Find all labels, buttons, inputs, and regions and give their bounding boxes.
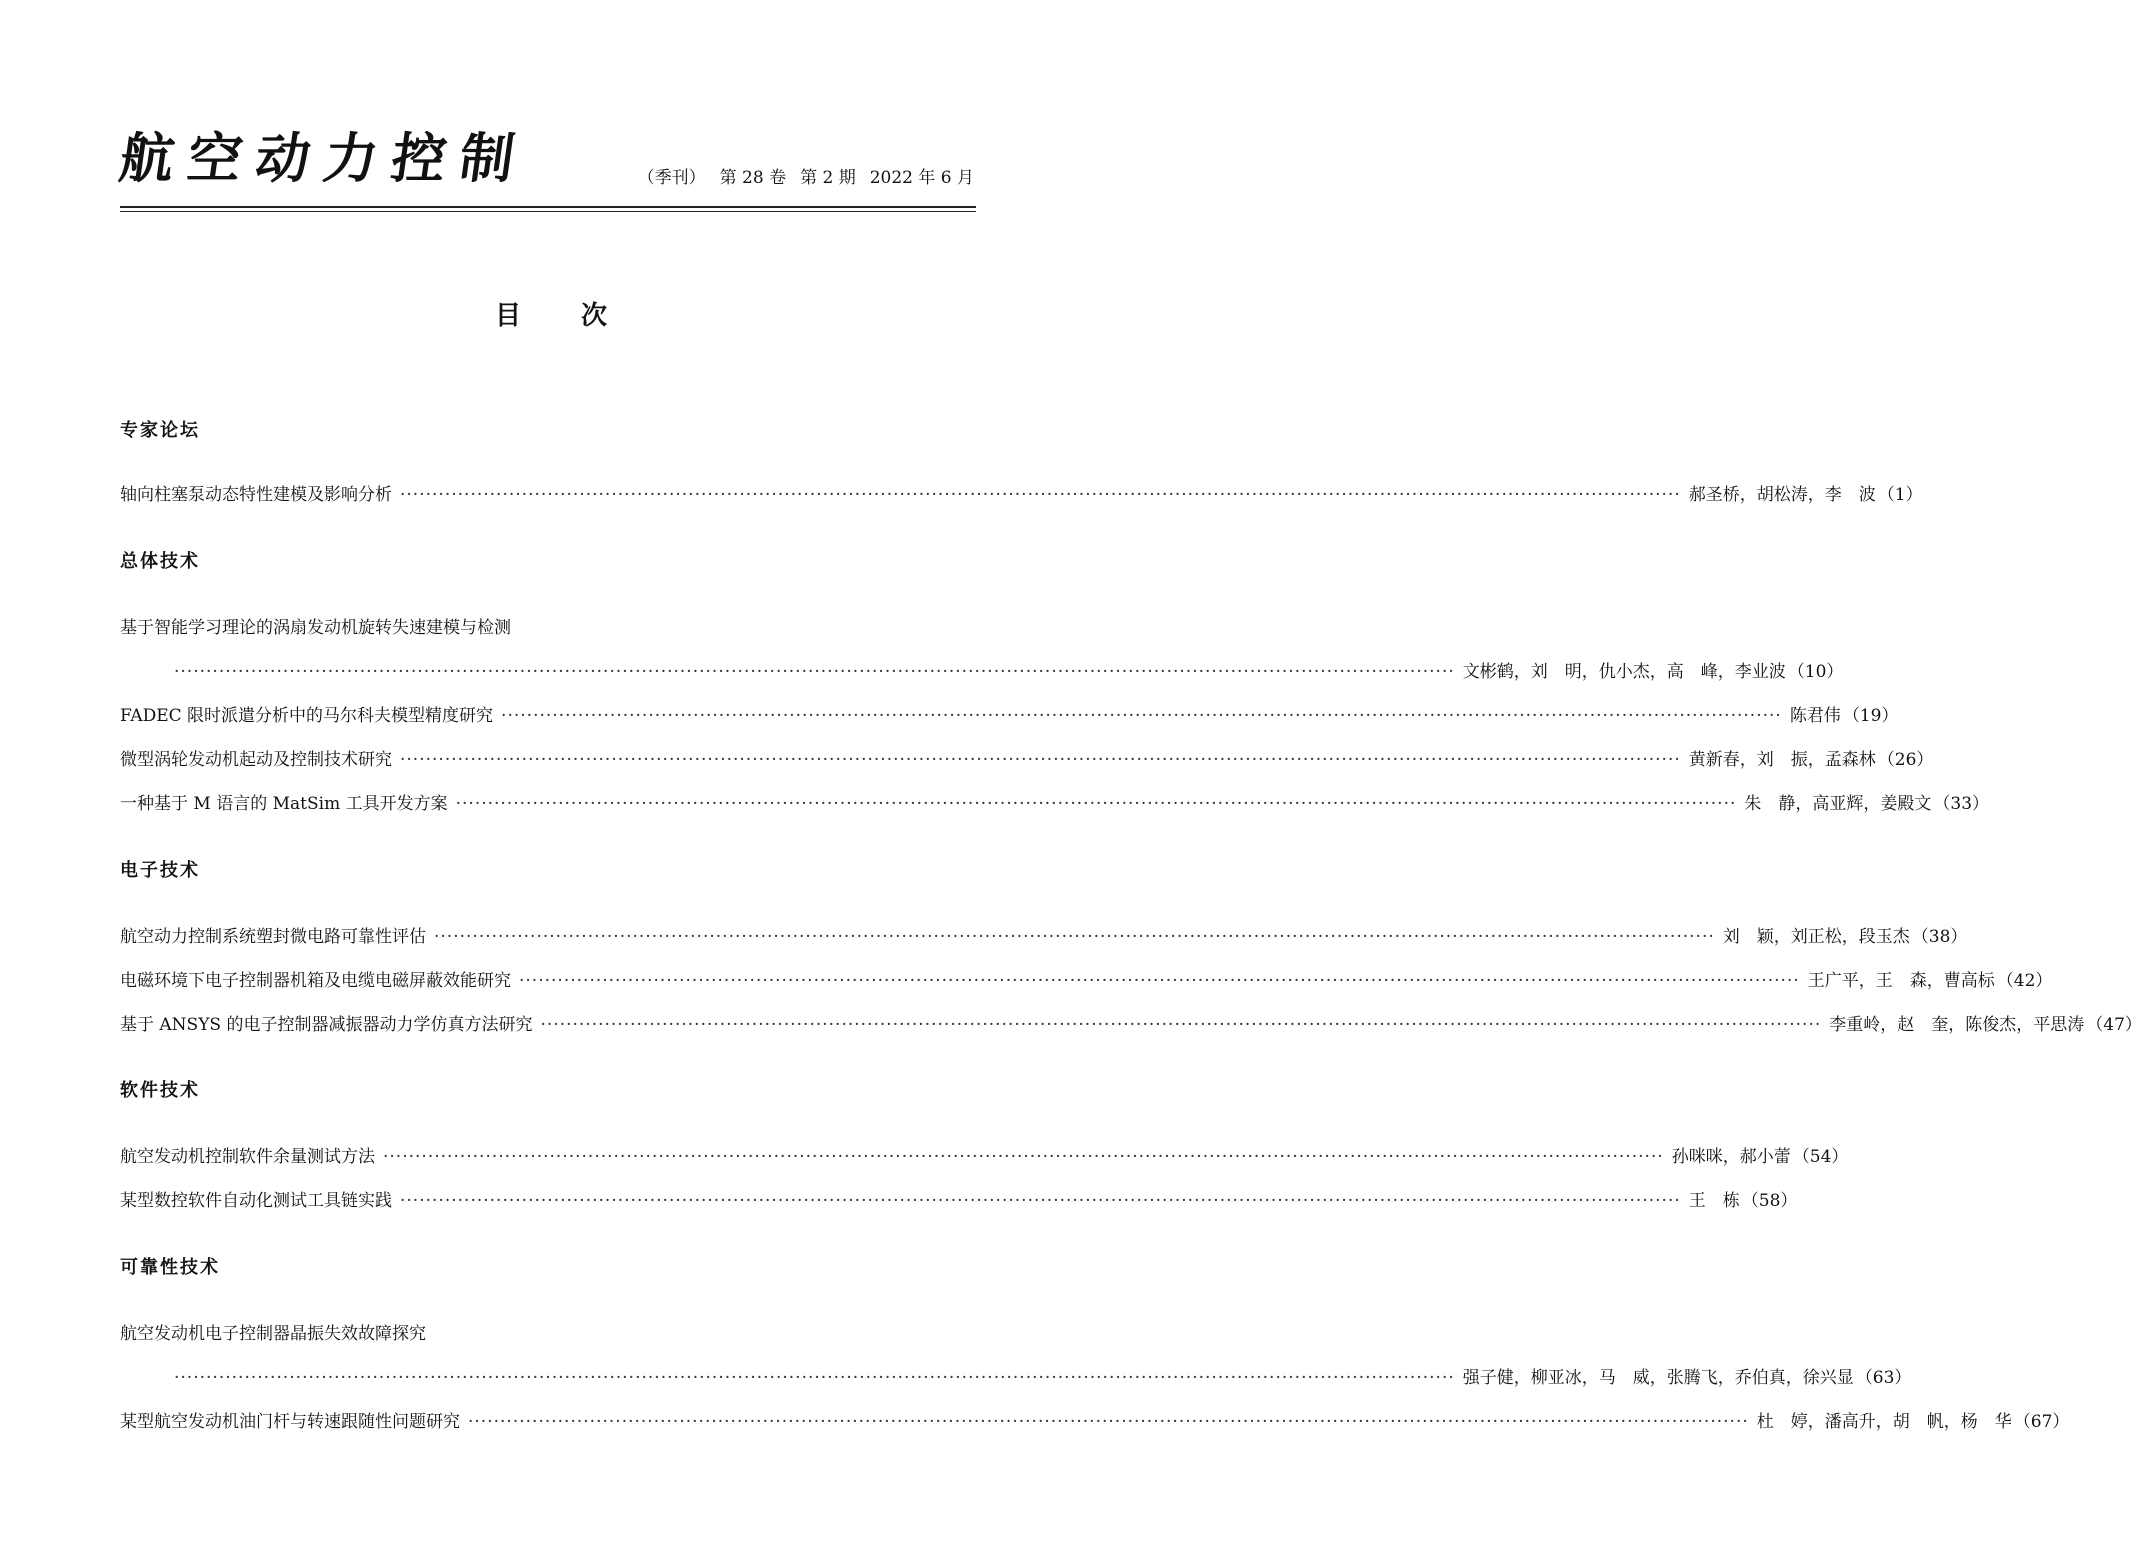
dot-leader: ········································································································································································································ <box>540 1015 1822 1035</box>
entry-authors: 郝圣桥，胡松涛，李 波 <box>1688 485 1876 505</box>
entry-authors: 黄新春，刘 振，孟森林 <box>1688 750 1876 770</box>
toc-entry[interactable] <box>166 658 1844 686</box>
entry-title: 电磁环境下电子控制器机箱及电缆电磁屏蔽效能研究 <box>120 971 511 991</box>
entry-title: 航空动力控制系统塑封微电路可靠性评估 <box>120 927 426 947</box>
volume: 第 28 卷 <box>719 168 787 188</box>
entry-authors: 强子健，柳亚冰，马 威，张腾飞，乔伯真，徐兴显 <box>1462 1368 1854 1388</box>
entry-title: 轴向柱塞泵动态特性建模及影响分析 <box>120 485 392 505</box>
entry-title: 某型数控软件自动化测试工具链实践 <box>120 1191 392 1211</box>
entry-authors: 陈君伟 <box>1789 706 1841 726</box>
frequency: （季刊） <box>637 168 706 188</box>
entry-authors: 李重岭，赵 奎，陈俊杰，平思涛 <box>1829 1015 2085 1035</box>
journal-title: 航空动力控制 <box>115 126 533 190</box>
entry-page: （47） <box>2086 1015 2142 1035</box>
entry-title: 某型航空发动机油门杆与转速跟随性问题研究 <box>120 1412 460 1432</box>
entry-page: （38） <box>1911 927 1968 947</box>
entry-authors: 刘 颖，刘正松，段玉杰 <box>1722 927 1910 947</box>
dot-leader: ········································································································································································································ <box>468 1412 1749 1432</box>
entry-authors: 文彬鹤，刘 明，仇小杰，高 峰，李业波 <box>1462 662 1786 682</box>
toc-entry[interactable] <box>120 481 1923 509</box>
entry-authors: 王广平，王 森，曹高标 <box>1807 971 1995 991</box>
entry-page: （54） <box>1792 1147 1849 1167</box>
section-heading: 可靠性技术 <box>120 1257 220 1278</box>
section-heading: 专家论坛 <box>120 420 200 441</box>
toc-heading: 目次 <box>494 301 667 331</box>
entry-page: （63） <box>1855 1368 1912 1388</box>
dot-leader: ········································································································································································································ <box>455 794 1737 814</box>
entry-authors: 朱 静，高亚辉，姜殿文 <box>1744 794 1932 814</box>
dot-leader: ········································································································································································································ <box>400 485 1681 505</box>
dot-leader: ········································································································································································································ <box>434 927 1715 947</box>
entry-page: （42） <box>1996 971 2053 991</box>
entry-title: 航空发动机控制软件余量测试方法 <box>120 1147 375 1167</box>
header-rule-thick <box>120 206 976 208</box>
dot-leader: ········································································································································································································ <box>400 750 1681 770</box>
entry-authors: 孙咪咪，郝小蕾 <box>1671 1147 1791 1167</box>
entry-title[interactable]: 基于智能学习理论的涡扇发动机旋转失速建模与检测 <box>120 618 511 638</box>
toc-entry[interactable] <box>120 1408 2070 1436</box>
entry-title[interactable]: 航空发动机电子控制器晶振失效故障探究 <box>120 1324 426 1344</box>
section-heading: 软件技术 <box>120 1080 200 1101</box>
toc-entry[interactable] <box>120 967 2053 995</box>
dot-leader: ········································································································································································································ <box>383 1147 1664 1167</box>
toc-entry[interactable] <box>166 1364 1912 1392</box>
dot-leader: ········································································································································································································ <box>174 1368 1455 1388</box>
section-heading: 总体技术 <box>120 551 200 572</box>
issue-info <box>624 166 974 190</box>
header-rule-thin <box>120 211 976 212</box>
publication-date: 2022 年 6 月 <box>869 168 974 188</box>
toc-entry[interactable] <box>120 790 1990 818</box>
entry-page: （10） <box>1787 662 1844 682</box>
entry-page: （26） <box>1877 750 1934 770</box>
entry-page: （33） <box>1933 794 1990 814</box>
entry-page: （58） <box>1741 1191 1798 1211</box>
dot-leader: ········································································································································································································ <box>174 662 1455 682</box>
dot-leader: ········································································································································································································ <box>519 971 1800 991</box>
entry-authors: 杜 婷，潘高升，胡 帆，杨 华 <box>1756 1412 2012 1432</box>
entry-page: （19） <box>1842 706 1899 726</box>
toc-entry[interactable] <box>120 1187 1798 1215</box>
entry-title: 一种基于 M 语言的 MatSim 工具开发方案 <box>120 794 448 814</box>
issue-number: 第 2 期 <box>800 168 856 188</box>
toc-entry[interactable] <box>120 1143 1849 1171</box>
entry-authors: 王 栋 <box>1688 1191 1740 1211</box>
entry-title: FADEC 限时派遣分析中的马尔科夫模型精度研究 <box>120 706 494 726</box>
entry-title: 基于 ANSYS 的电子控制器减振器动力学仿真方法研究 <box>120 1015 533 1035</box>
entry-title: 微型涡轮发动机起动及控制技术研究 <box>120 750 392 770</box>
entry-page: （67） <box>2013 1412 2070 1432</box>
section-heading: 电子技术 <box>120 860 200 881</box>
dot-leader: ········································································································································································································ <box>400 1191 1681 1211</box>
toc-entry[interactable] <box>120 923 1968 951</box>
dot-leader: ········································································································································································································ <box>501 706 1782 726</box>
toc-entry[interactable] <box>120 702 1899 730</box>
toc-entry[interactable] <box>120 746 1934 774</box>
toc-entry[interactable] <box>120 1011 2142 1039</box>
entry-page: （1） <box>1877 485 1923 505</box>
